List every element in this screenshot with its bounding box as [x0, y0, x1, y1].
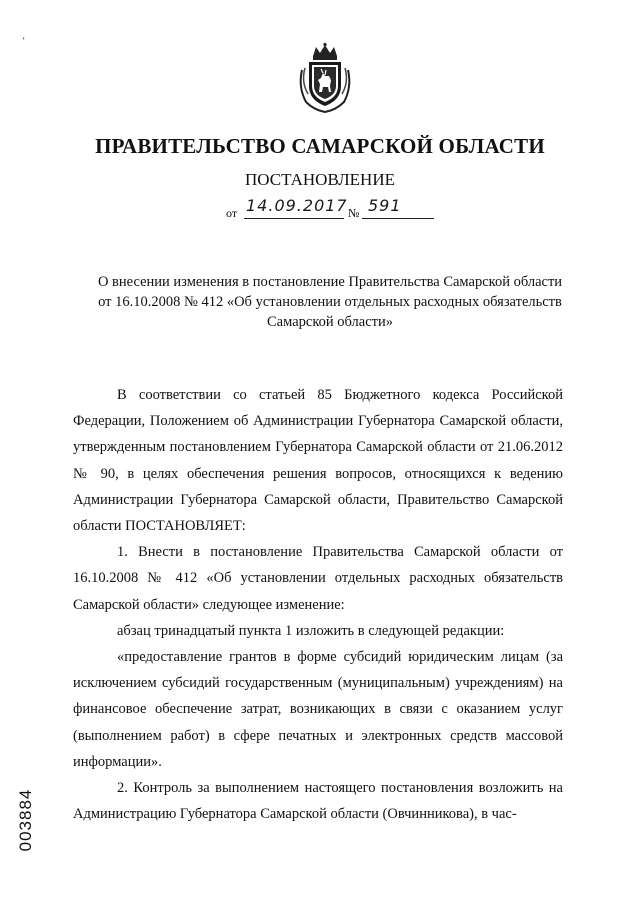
- body-paragraph: абзац тринадцатый пункта 1 изложить в следующей редакции:: [117, 622, 505, 639]
- body-paragraph: 1. Внести в постановление Правительства Самарской области от 16.10.2008 № 412 «Об установлении отдельных расходных обязательств Самарской области» следующее изменение:: [73, 544, 563, 613]
- coat-of-arms-icon: [296, 42, 354, 114]
- handwritten-date: 14.09.2017: [246, 196, 348, 215]
- document-subject: [60, 272, 600, 332]
- corner-mark: ‘: [22, 36, 26, 47]
- document-type: ПОСТАНОВЛЕНИЕ: [244, 170, 395, 189]
- number-prefix: №: [348, 206, 360, 220]
- serial-number: [14, 782, 38, 862]
- government-title: ПРАВИТЕЛЬСТВО САМАРСКОЙ ОБЛАСТИ: [95, 134, 545, 158]
- serial-number-text: 003884: [16, 788, 35, 852]
- body-paragraph: В соответствии со статьей 85 Бюджетного кодекса Российской Федерации, Положением об Администрации Губернатора Самарской области, утвержденным постановлением Губернатора Самарской области от 21.06.2012 № 90, в целях обеспечения решения вопросов, относящихся к ведению Администрации Губернатора Самарской области, Правительство Самарской области ПОСТАНОВЛЯЕТ:: [73, 387, 563, 535]
- subject-line: от 16.10.2008 № 412 «Об установлении отдельных расходных обязательств: [98, 294, 562, 310]
- subject-line: О внесении изменения в постановление Правительства Самарской области: [97, 274, 563, 290]
- subject-line: Самарской области»: [267, 314, 393, 330]
- handwritten-number: 591: [368, 196, 402, 215]
- date-number-line: [226, 196, 446, 222]
- date-prefix: от: [226, 206, 238, 220]
- document-body: [73, 382, 563, 827]
- body-paragraph: 2. Контроль за выполнением настоящего постановления возложить на Администрацию Губернатора Самарской области (Овчинникова), в час-: [73, 780, 563, 823]
- body-paragraph: «предоставление грантов в форме субсидий юридическим лицам (за исключением субсидий государственным (муниципальным) учреждениям) на финансовое обеспечение затрат, возникающих в связи с оказанием услуг (выполнением работ) в сфере печатных и электронных средств массовой информации».: [73, 649, 563, 770]
